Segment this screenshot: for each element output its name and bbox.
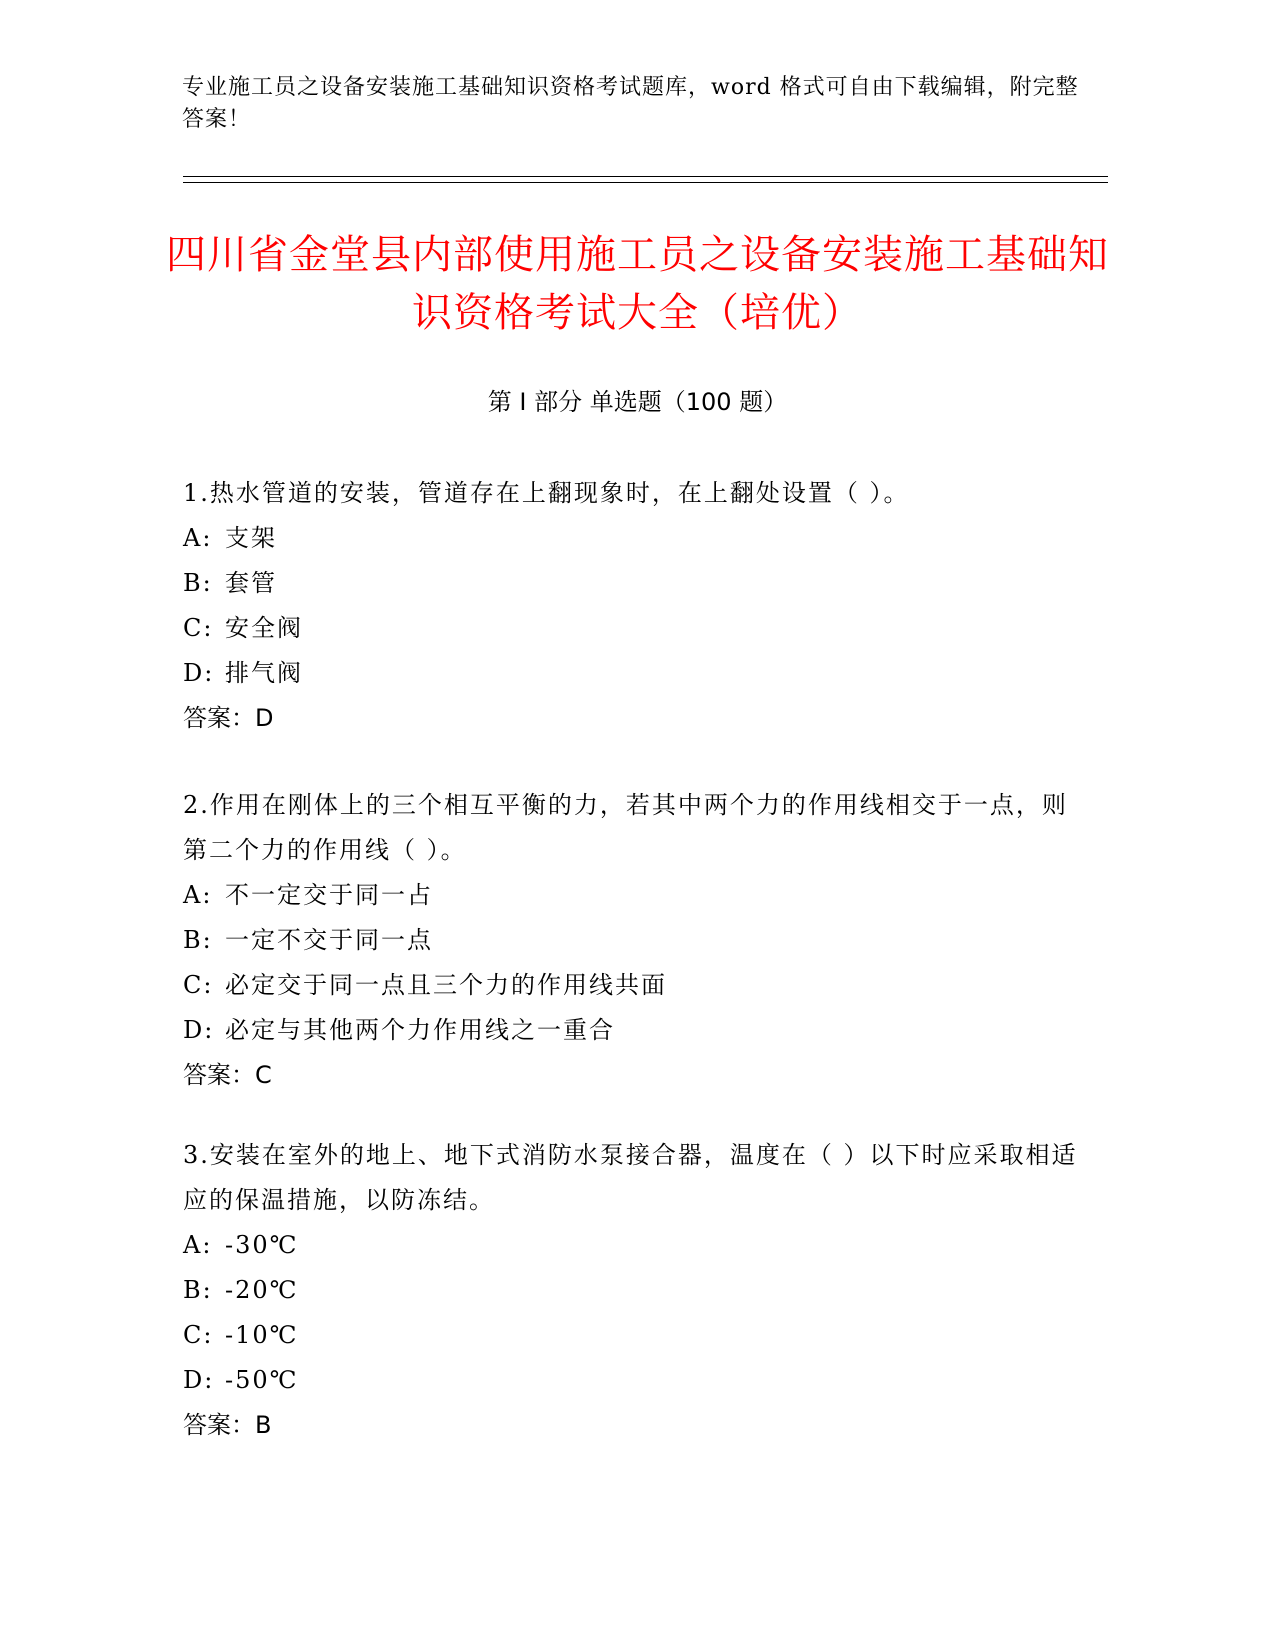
option-d	[183, 1358, 1083, 1403]
header-note: 专业施工员之设备安装施工基础知识资格考试题库，word 格式可自由下载编辑，附完整答案！	[182, 75, 1079, 132]
answer: 答案：B	[183, 1411, 272, 1439]
option-key: D:	[183, 1366, 215, 1394]
option-c	[183, 963, 1083, 1008]
question-2	[183, 783, 1083, 1098]
option-text: 一定不交于同一点	[225, 926, 433, 954]
header-rule-top	[183, 176, 1108, 177]
header-rule-bottom	[183, 182, 1108, 183]
option-text: 排气阀	[225, 659, 303, 687]
option-key: D:	[183, 659, 215, 687]
option-b	[183, 1268, 1083, 1313]
option-key: A:	[183, 524, 213, 552]
option-key: B:	[183, 1276, 213, 1304]
option-d	[183, 1008, 1083, 1053]
option-b	[183, 918, 1083, 963]
option-key: B:	[183, 569, 213, 597]
option-text: 支架	[225, 524, 277, 552]
option-text: 安全阀	[225, 614, 303, 642]
option-key: A:	[183, 881, 213, 909]
option-a	[183, 516, 1083, 561]
option-text: -10℃	[225, 1321, 299, 1349]
option-text: -50℃	[225, 1366, 299, 1394]
option-key: B:	[183, 926, 213, 954]
question-1	[183, 471, 1083, 741]
option-key: A:	[183, 1231, 213, 1259]
option-key: C:	[183, 971, 214, 999]
section-title: 第 I 部分 单选题（100 题）	[487, 388, 788, 416]
document-title: 四川省金堂县内部使用施工员之设备安装施工基础知识资格考试大全（培优）	[166, 232, 1109, 336]
option-a	[183, 873, 1083, 918]
answer: 答案：C	[183, 1061, 272, 1089]
option-text: 套管	[225, 569, 277, 597]
option-a	[183, 1223, 1083, 1268]
option-c	[183, 606, 1083, 651]
option-b	[183, 561, 1083, 606]
question-3	[183, 1133, 1083, 1448]
option-text: 必定交于同一点且三个力的作用线共面	[225, 971, 667, 999]
option-text: 不一定交于同一占	[225, 881, 433, 909]
option-text: 必定与其他两个力作用线之一重合	[225, 1016, 615, 1044]
option-text: -30℃	[225, 1231, 299, 1259]
option-text: -20℃	[225, 1276, 299, 1304]
question-stem: 2.作用在刚体上的三个相互平衡的力，若其中两个力的作用线相交于一点，则第二个力的作用线（ ）。	[183, 791, 1068, 864]
question-stem: 1.热水管道的安装，管道存在上翻现象时，在上翻处设置（ ）。	[183, 479, 910, 507]
option-key: C:	[183, 614, 214, 642]
option-key: C:	[183, 1321, 214, 1349]
answer: 答案：D	[183, 704, 274, 732]
option-key: D:	[183, 1016, 215, 1044]
option-d	[183, 651, 1083, 696]
option-c	[183, 1313, 1083, 1358]
question-stem: 3.安装在室外的地上、地下式消防水泵接合器，温度在（ ）以下时应采取相适应的保温措施，以防冻结。	[183, 1141, 1078, 1214]
